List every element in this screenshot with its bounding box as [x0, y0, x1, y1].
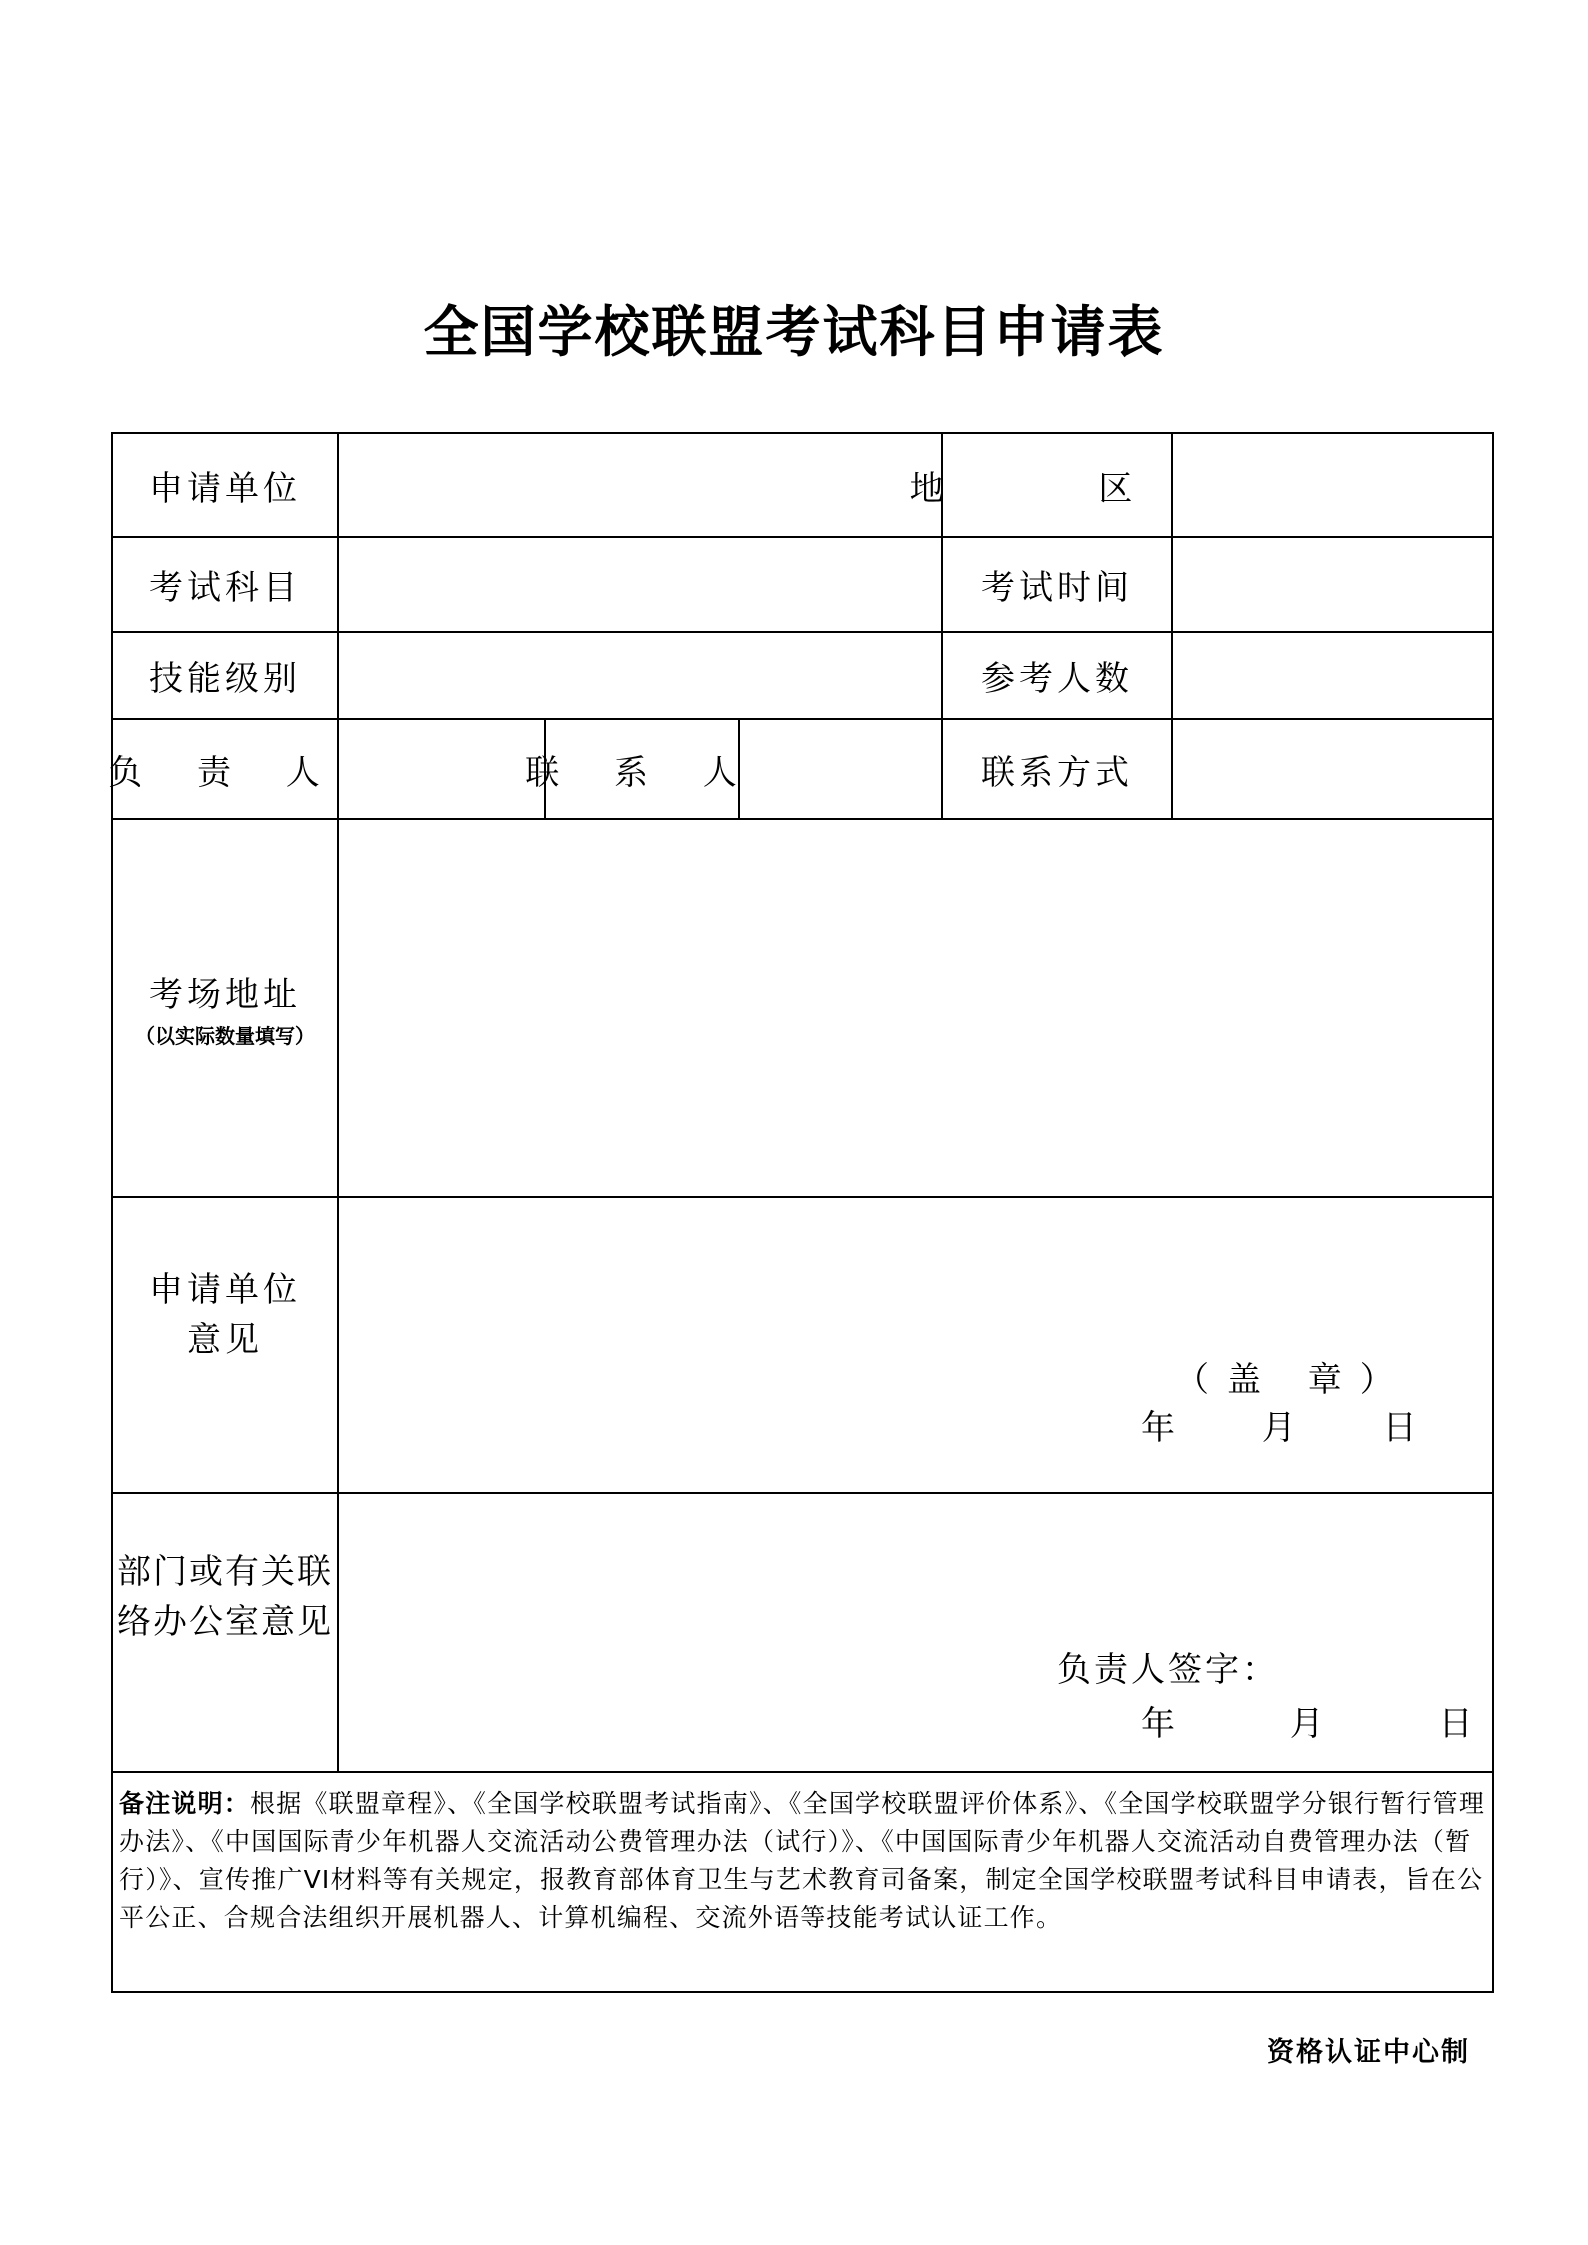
applicant-unit-label-cell — [111, 432, 339, 538]
exam-site-note: （以实际数量填写） — [135, 1024, 315, 1048]
dept-opinion-date: 年 月 日 — [1141, 1704, 1525, 1744]
dept-opinion-label-line2: 络办公室意见 — [117, 1601, 333, 1642]
unit-opinion-label-line1: 申请单位 — [149, 1270, 301, 1310]
exam-site-field[interactable] — [337, 818, 1494, 1198]
contact-method-label: 联系方式 — [981, 752, 1133, 793]
contact-person-label: 联 系 人 — [525, 752, 759, 793]
exam-time-label: 考试时间 — [981, 568, 1133, 608]
unit-opinion-label-cell — [111, 1196, 339, 1494]
dept-opinion-label-group — [117, 1547, 333, 1647]
unit-opinion-label-line2: 意见 — [187, 1320, 263, 1360]
unit-opinion-label-group — [149, 1265, 301, 1365]
contact-person-label-cell — [525, 718, 759, 820]
person-in-charge-field[interactable] — [337, 718, 546, 820]
candidates-count-field[interactable] — [1171, 631, 1494, 720]
candidates-count-label-cell — [941, 631, 1173, 720]
dept-opinion-label-line1: 部门或有关联 — [117, 1551, 333, 1592]
skill-level-field[interactable] — [337, 631, 943, 720]
applicant-unit-field[interactable] — [337, 432, 943, 538]
signature-label: 负责人签字： — [1057, 1650, 1279, 1690]
contact-method-label-cell — [941, 718, 1173, 820]
issuer-footer: 资格认证中心制 — [1267, 2037, 1470, 2068]
person-in-charge-label: 负 责 人 — [108, 752, 342, 793]
exam-subject-field[interactable] — [337, 536, 943, 633]
exam-time-field[interactable] — [1171, 536, 1494, 633]
seal-text: （盖 章） — [1175, 1360, 1412, 1400]
region-field[interactable] — [1171, 432, 1494, 538]
remarks-label: 备注说明： — [119, 1789, 251, 1818]
contact-person-field[interactable] — [738, 718, 943, 820]
exam-site-label: 考场地址 — [149, 975, 301, 1015]
form-title: 全国学校联盟考试科目申请表 — [423, 300, 1165, 364]
remarks-box — [111, 1771, 1494, 1993]
unit-opinion-date: 年 月 日 — [1141, 1408, 1455, 1448]
exam-site-label-group — [135, 967, 315, 1049]
contact-method-field[interactable] — [1171, 718, 1494, 820]
candidates-count-label: 参考人数 — [981, 659, 1133, 699]
person-in-charge-label-cell — [108, 718, 342, 820]
applicant-unit-label: 申请单位 — [149, 468, 301, 509]
dept-opinion-label-cell — [111, 1492, 339, 1773]
exam-time-label-cell — [941, 536, 1173, 633]
region-label-cell — [909, 432, 1205, 538]
exam-subject-label-cell — [111, 536, 339, 633]
remarks-text: 根据《联盟章程》、《全国学校联盟考试指南》、《全国学校联盟评价体系》、《全国学校联盟学分银行暂行管理办法》、《中国国际青少年机器人交流活动公费管理办法（试行）》、《中国国际青少年机器人交流活动自费管理办法（暂行）》、宣传推广VI材料等有关规定，报教育部体育卫生与艺术教育司备案，制定全国学校联盟考试科目申请表，旨在公平公正、合规合法组织开展机器人、计算机编程、交流外语等技能考试认证工作。 — [119, 1789, 1486, 1932]
skill-level-label: 技能级别 — [149, 659, 301, 699]
exam-site-label-cell — [111, 818, 339, 1198]
region-label: 地 区 — [909, 468, 1205, 509]
skill-level-label-cell — [111, 631, 339, 720]
exam-subject-label: 考试科目 — [149, 568, 301, 608]
unit-opinion-field[interactable] — [337, 1196, 1494, 1494]
